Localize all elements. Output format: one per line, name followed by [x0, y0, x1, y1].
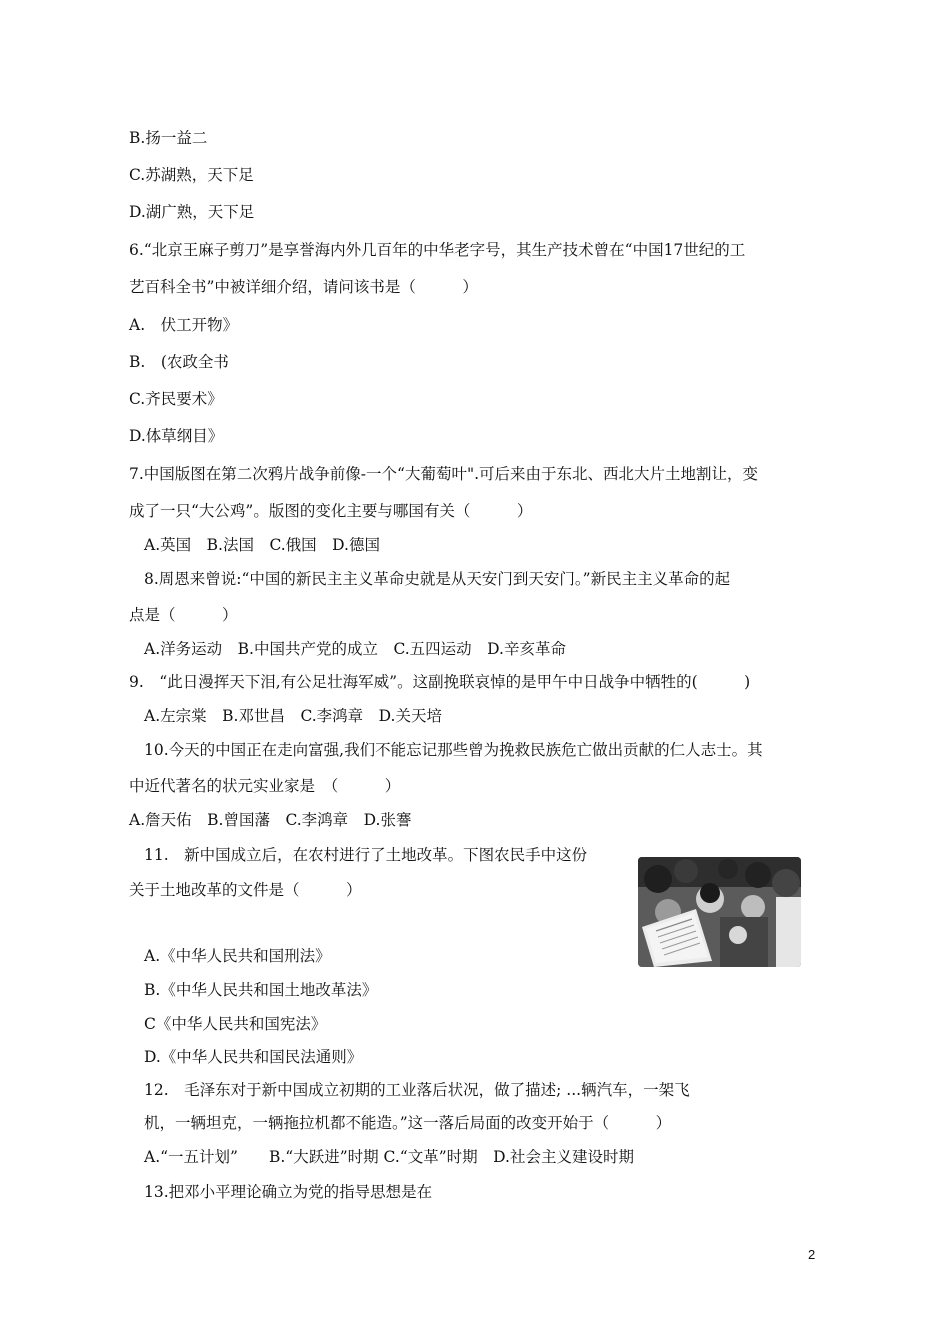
- page-number: 2: [808, 1247, 816, 1262]
- option-5b: B.扬一益二: [129, 129, 208, 147]
- question-12-line-1: 12. 毛泽东对于新中国成立初期的工业落后状况，做了描述; ...辆汽车，一架飞: [144, 1081, 690, 1099]
- option-11d: D.《中华人民共和国民法通则》: [144, 1048, 363, 1066]
- question-12-line-2: 机，一辆坦克，一辆拖拉机都不能造。”这一落后局面的改变开始于（ ）: [144, 1114, 672, 1132]
- options-12: A.“一五计划” B.“大跃进”时期 C.“文革”时期 D.社会主义建设时期: [144, 1148, 634, 1166]
- option-11c: C《中华人民共和国宪法》: [144, 1015, 327, 1033]
- option-6c: C.齐民要术》: [129, 390, 223, 408]
- options-10: A.詹天佑 B.曾国藩 C.李鸿章 D.张謇: [129, 811, 412, 829]
- question-11-line-2: 关于土地改革的文件是（ ）: [129, 881, 362, 899]
- question-9: 9. “此日漫挥天下泪,有公足壮海军威”。这副挽联哀悼的是甲午中日战争中牺牲的( ): [129, 673, 751, 691]
- farmers-with-document-image: [638, 857, 801, 967]
- land-reform-photo: [638, 857, 801, 967]
- question-8-line-2: 点是（ ）: [129, 606, 238, 624]
- question-11-line-1: 11. 新中国成立后，在农村进行了土地改革。下图农民手中这份: [144, 846, 588, 864]
- question-6-line-1: 6.“北京王麻子剪刀”是享誉海内外几百年的中华老字号，其生产技术曾在“中国17世纪的工: [129, 241, 746, 259]
- option-5d: D.湖广熟，天下足: [129, 203, 255, 221]
- options-8: A.洋务运动 B.中国共产党的成立 C.五四运动 D.辛亥革命: [144, 640, 566, 658]
- option-6b: B. (农政全书: [129, 353, 229, 371]
- question-7-line-1: 7.中国版图在第二次鸦片战争前像-一个“大葡萄叶".可后来由于东北、西北大片土地割让，变: [129, 465, 759, 483]
- option-11a: A.《中华人民共和国刑法》: [144, 947, 331, 965]
- option-6d: D.体草纲目》: [129, 427, 224, 445]
- question-10-line-1: 10.今天的中国正在走向富强,我们不能忘记那些曾为挽救民族危亡做出贡献的仁人志士。其: [144, 741, 763, 759]
- options-9: A.左宗棠 B.邓世昌 C.李鸿章 D.关天培: [144, 707, 442, 725]
- question-13: 13.把邓小平理论确立为党的指导思想是在: [144, 1183, 433, 1201]
- question-8-line-1: 8.周恩来曾说:“中国的新民主主义革命史就是从天安门到天安门。”新民主主义革命的起: [144, 570, 731, 588]
- option-6a: A. 伏工开物》: [129, 316, 239, 334]
- option-5c: C.苏湖熟，天下足: [129, 166, 254, 184]
- question-6-line-2: 艺百科全书”中被详细介绍，请问该书是（ ）: [129, 278, 478, 296]
- question-10-line-2: 中近代著名的状元实业家是 （ ）: [129, 777, 401, 795]
- options-7: A.英国 B.法国 C.俄国 D.德国: [144, 536, 380, 554]
- question-7-line-2: 成了一只“大公鸡”。版图的变化主要与哪国有关（ ）: [129, 502, 533, 520]
- option-11b: B.《中华人民共和国土地改革法》: [144, 981, 378, 999]
